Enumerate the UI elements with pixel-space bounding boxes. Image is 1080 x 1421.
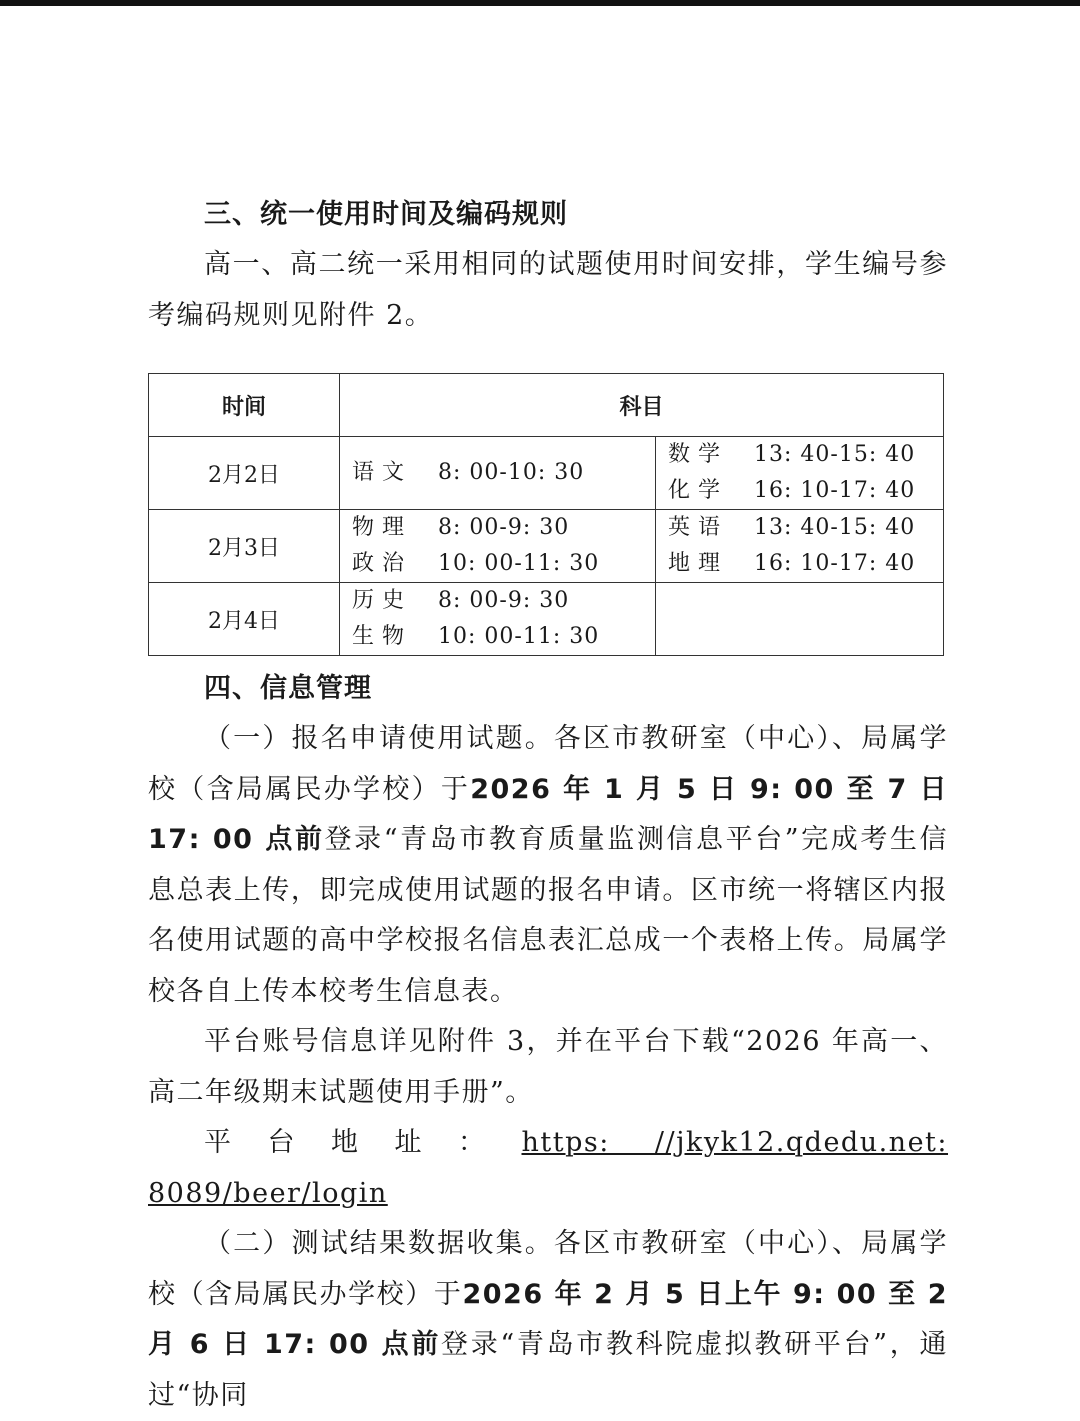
- date-cell: 2月3日: [149, 510, 340, 583]
- item2-lead: （二）测试结果数据收集。各区市教研室（中心）、局属学校（含局属民办学校）于: [148, 1228, 948, 1310]
- subject-entry: [668, 546, 943, 582]
- date-cell: 2月4日: [149, 583, 340, 656]
- subject-name: 物理: [352, 515, 413, 540]
- subject-name: 英语: [668, 515, 729, 540]
- subject-cell: [656, 583, 944, 656]
- subject-cell: [340, 510, 656, 583]
- subject-cell: [656, 437, 944, 510]
- subject-name: 地理: [668, 551, 729, 576]
- table-header-row: [149, 374, 944, 437]
- subject-time: 10: 00-11: 30: [438, 624, 600, 649]
- subject-entry: [668, 437, 943, 473]
- item1-rest: 登录“青岛市教育质量监测信息平台”完成考生信息总表上传，即完成使用试题的报名申请。区市统一将辖区内报名使用试题的高中学校报名信息表汇总成一个表格上传。局属学校各自上传本校考生信息表。: [148, 824, 948, 1007]
- table-row: [149, 583, 944, 656]
- subject-entry: [352, 455, 655, 491]
- table-row: [149, 510, 944, 583]
- item2-paragraph: [148, 1219, 948, 1421]
- subject-entry: [352, 619, 655, 655]
- platform-address: [148, 1118, 948, 1219]
- subject-name: 语文: [352, 460, 413, 485]
- header-subject: 科目: [340, 374, 944, 437]
- top-border: [0, 0, 1080, 6]
- table-body: [149, 437, 944, 656]
- item1-lead: （一）报名申请使用试题。各区市教研室（中心）、局属学校（含局属民办学校）于: [148, 723, 948, 805]
- section4-heading: 四、信息管理: [204, 673, 372, 704]
- subject-time: 16: 10-17: 40: [754, 478, 916, 503]
- subject-time: 10: 00-11: 30: [438, 551, 600, 576]
- subject-cell: [340, 437, 656, 510]
- address-link[interactable]: https: //jkyk12.qdedu.net: 8089/beer/login: [148, 1127, 949, 1209]
- item1-paragraph: [148, 714, 948, 1017]
- item2-rest: 登录“青岛市教科院虚拟教研平台”，通过“协同: [148, 1329, 948, 1411]
- subject-time: 13: 40-15: 40: [754, 515, 916, 540]
- exam-schedule-table: [148, 373, 944, 656]
- subject-time: 13: 40-15: 40: [754, 442, 916, 467]
- item1-deadline: 2026 年 1 月 5 日 9: 00 至 7 日 17: 00 点前: [148, 773, 949, 855]
- subject-name: 政治: [352, 551, 413, 576]
- platform-paragraph: 平台账号信息详见附件 3，并在平台下载“2026 年高一、高二年级期末试题使用手册”。: [148, 1026, 948, 1108]
- address-label: 平台地址：: [204, 1127, 522, 1158]
- subject-time: 16: 10-17: 40: [754, 551, 916, 576]
- subject-cell: [340, 583, 656, 656]
- subject-time: 8: 00-10: 30: [438, 460, 585, 485]
- subject-time: 8: 00-9: 30: [438, 588, 570, 613]
- subject-name: 化学: [668, 478, 729, 503]
- section3-paragraph: 高一、高二统一采用相同的试题使用时间安排，学生编号参考编码规则见附件 2。: [148, 249, 948, 331]
- subject-entry: [352, 583, 655, 619]
- document-page: [148, 190, 948, 1421]
- section3-heading: 三、统一使用时间及编码规则: [204, 199, 568, 230]
- table-row: [149, 437, 944, 510]
- subject-entry: [668, 510, 943, 546]
- subject-time: 8: 00-9: 30: [438, 515, 570, 540]
- subject-cell: [656, 510, 944, 583]
- subject-name: 历史: [352, 588, 413, 613]
- subject-entry: [668, 473, 943, 509]
- header-time: 时间: [149, 374, 340, 437]
- item2-deadline: 2026 年 2 月 5 日上午 9: 00 至 2 月 6 日 17: 00 点前: [148, 1278, 949, 1360]
- subject-entry: [352, 546, 655, 582]
- subject-name: 数学: [668, 442, 729, 467]
- date-cell: 2月2日: [149, 437, 340, 510]
- subject-entry: [352, 510, 655, 546]
- subject-name: 生物: [352, 624, 413, 649]
